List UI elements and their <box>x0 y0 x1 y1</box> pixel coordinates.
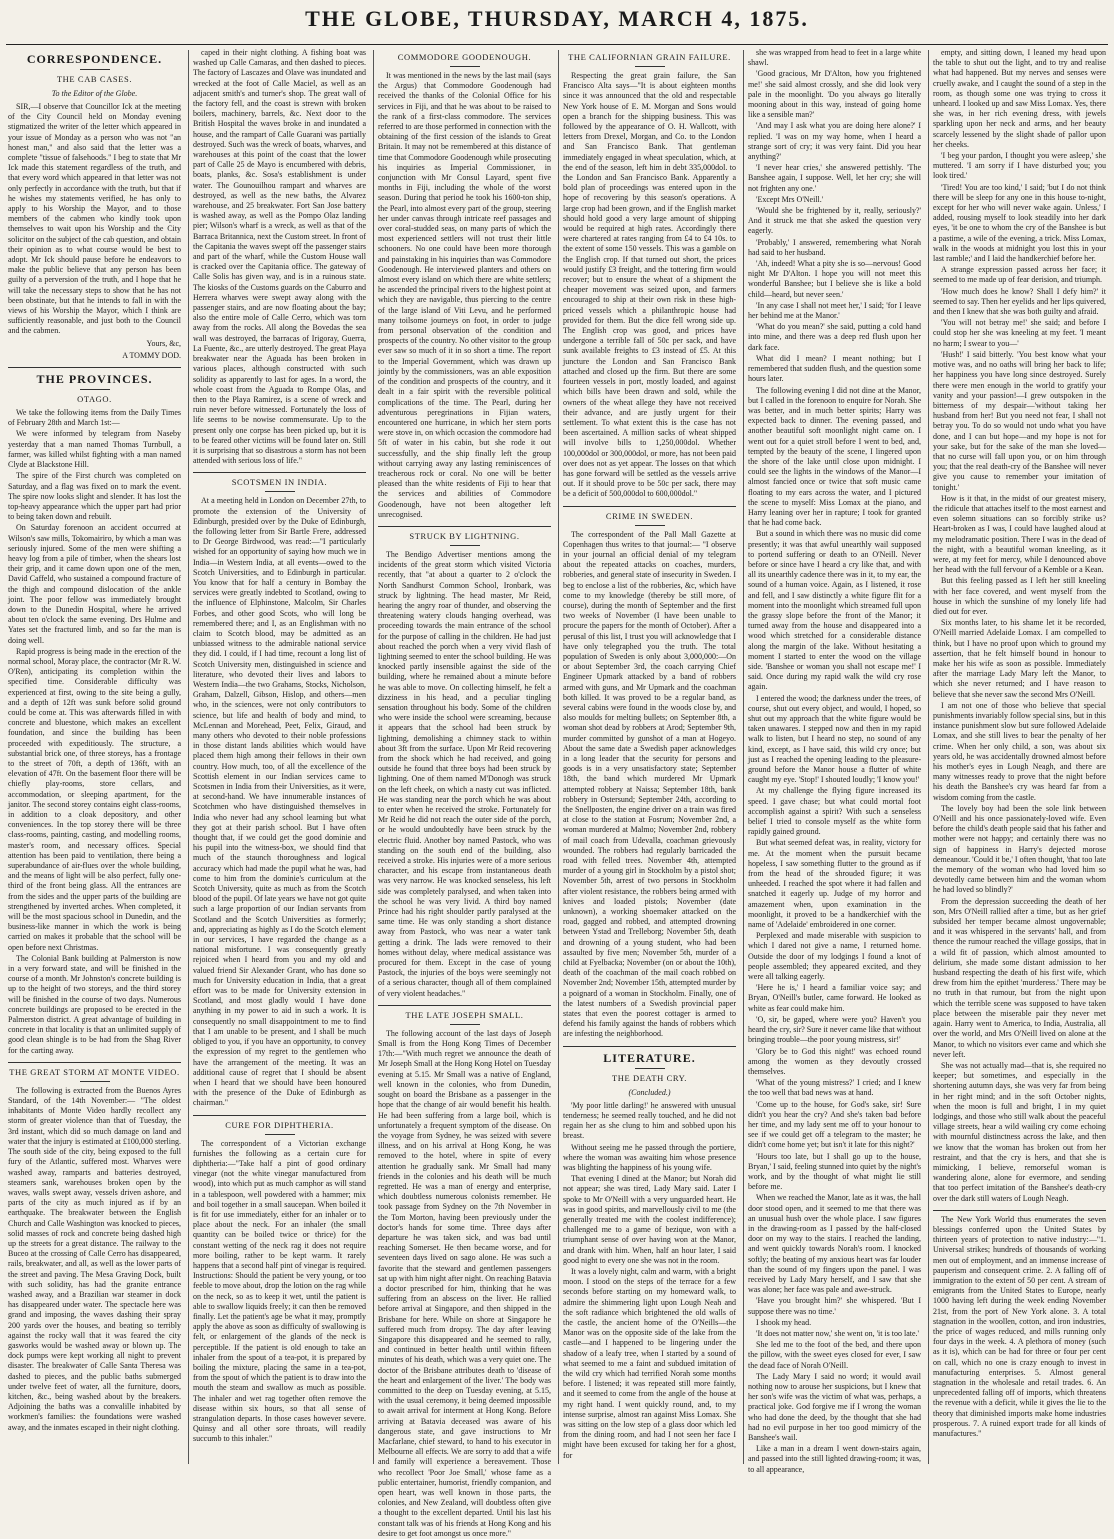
article-heading-scotsmen: SCOTSMEN IN INDIA. <box>231 477 328 488</box>
paragraph: The following evening I did not dine at the Manor, but I called in the forenoon to enquire for Norah. She was better, and in much better spirits; Harry was expected back to dinner. The evening passed, and another beautiful soft moonlight night came on. I went out for a quiet stroll before I went to bed, and, tempted by the beauty of the scene, I lingered upon the shore of the lake until close upon midnight. I could see the lights in the windows of the Manor—I almost fancied once or twice that soft music came floating to my ears across the water, and I pictured the scene to myself: Miss Lomax at the piano, and Harry leaning over her in rapture; I took for granted that he had come back. <box>748 385 921 528</box>
paragraph: empty, and sitting down, I leaned my head upon the table to shut out the light, and to try and realise what had happened. But my nerves and senses were cruelly awake, and I caught the sound of a step in the room, as though some one was trying to cross it unheard. I looked up and saw Miss Lomax. Yes, there she was, in her rich evening dress, with jewels sparkling upon her neck and arms, and her beauty scarcely lessened by the slight shade of pallor upon her cheeks. <box>933 48 1106 149</box>
column-6 <box>933 48 1106 1466</box>
paragraph: From the depression succeeding the death of her son, Mrs O'Neill rallied after a time, but as her grief subsided her temper became almost ungovernable; and it was whispered in the servants' hall, and from thence the rumour reached the village gossips, that in a wild fit of passion, which almost amounted to delirium, she made some distant admission to her husband respecting the death of his first wife, which drew from him the epithet 'murderess.' There may be no truth in that rumour, but from the night upon which the terrible scene was supposed to have taken place between the miserable pair they never met again. Harry went to America, to India, Australia, all over the world, and Mrs O'Neill lived on alone at the Manor, to which no visitors ever came and which she never left. <box>933 896 1106 1059</box>
paragraph: 'Except Mrs O'Neill.' <box>756 194 824 204</box>
paragraph: 'I never hear cries,' she answered pettishly. 'The Banshee again, I suppose. Well, let her cry; she will not frighten any one.' <box>748 163 921 193</box>
paragraph: I entered the wood; the darkness under the trees, of course, shut out every object, and would, I hoped, so shut out my approach that the white figure would be taken unawares. I stepped now and then in my rapid walk to listen, but I heard no step, no sound of any kind, except, as I have said, this wild cry once; but just as I reached the opening leading to the pleasure-ground before the Manor house a flutter of white caught my eye. 'Stop!' I shouted loudly; 'I know you!' <box>748 693 921 785</box>
divider <box>635 1068 665 1069</box>
paragraph: 'O, sir, be gaped, where were you? Haven't you heard the cry, sir? Sure it never came like that without bringing trouble—the poor young mistress, sir!' <box>748 1014 921 1045</box>
divider <box>193 1115 366 1116</box>
columns <box>8 48 1106 1538</box>
divider <box>80 69 110 70</box>
column-1 <box>8 48 181 1466</box>
paragraph: The spire of the First church was completed on Saturday, and a flag was fixed on to mark the event. The spire now looks slight and slender. It has lost the top-heavy appearance which the upper part had prior to being taken down and rebuilt. <box>8 471 181 522</box>
paragraph: SIR,—I observe that Councillor Ick at the meeting of the City Council held on Monday evening stigmatized the writer of the letter which appeared in your issue of Monday as a person who was not "an honest man," and also said that the letter was a complete "tissue of falsehoods." I beg to state that Mr Ick made this statement regardless of the truth, and that every word which appeared in that letter was not only perfectly in accordance with the truth, but that if he wishes my statements verified, he has only to apply to his Worship the Mayor, and to those members of the cabmen who kindly took upon themselves to wait upon his Worship and the City solicitor on the subject of the cab question, and obtain their opinion as to what course would be best to adopt. Mr Ick should pause before he endeavors to make the public believe that any person has been guilty of a perversion of the truth, and I hope that he will take the necessary steps to show that he has not been obstinate, but that he intends to fall in with the views of his Worship the Mayor, which I think are sufficiently reasonable, and just both to the Council and the cabmen. <box>8 102 181 336</box>
paragraph: 'Here he is,' I heard a familiar voice say; and Bryan, O'Neill's butler, came forward. He looked as white as fear could make him. <box>748 983 921 1013</box>
divider <box>635 525 665 526</box>
paragraph: What did I mean? I meant nothing; but I remembered that sudden flush, and the question some hours later. <box>748 353 921 384</box>
paragraph: The correspondent of the Pall Mall Gazette at Copenhagen thus writes to that journal:— "I observe in your journal an official denial of my telegram about the repeated attacks on coaches, murders, robberies, and general state of insecurity in Sweden. I beg to enclose a list of the robberies, &c, which have come to my knowledge (thereby be still more, of course), during the month of September and the first two weeks of November (I have been unable to procure the papers for the month of October). After a perusal of this list, I trust you will acknowledge that I have only telegraphed you the truth. The total population of Sweden is only about 3,000,000:—On or about September 3rd, the coach carrying Chief Engineer Upmark attacked by a band of robbers armed with guns, and Mr Upmark and the coachman both killed. It was proved to be a regular band, as several cabins were found in the woods close by, and also moulds for melting bullets; on September 8th, a woman shot dead by robbers at Arod; September 9th, murder committed by gunshot of a man at Hogeyo. About the same date a Swedish paper acknowledges in a long leader that the security for persons and goods is in a very unsatisfactory state; September 18th, the band which murdered Mr Upmark attempted robbery at Naissa; September 18th, bank robbery in Ostersund; September 24th, according to the Snellposten, the engine driver on a train was fired at close to the station at Fosrum; November 2nd, a woman murdered at Malmo; November 2nd, robbery of mail coach from Udevalla, coachman grievously wounded. The robbers had regularly barricaded the road with felled trees. November 4th, attempted murder of a young girl in Stockholm by a pistol shot; November 5th, arrest of two persons in Stockholm after violent resistance, the robbers being armed with knives and loaded pistols; November (date unknown), a working shoemaker attacked on the road, gagged and robbed, and attempted drowning between Ystad and Trelleborg; November 5th, death and drowning of a young student, who had been assaulted by five men; November 5th, murder of a child at Fyelbacka; November (on or about the 10th), death of the coachman of the mail coach robbed on November 2nd; November 15th, attempted murder by a poignard of a woman in Stockholm. Finally, one of the latest numbers of a Swedish provincial paper states that even the poorest cottager is armed to defend his family against the hands of robbers which are infesting the neighborhood. <box>563 529 736 1039</box>
paragraph: The correspondent of a Victorian exchange furnishes the following as a certain cure for diphtheria:—"Take half a pint of good ordinary vinegar (not the white vinegar manufactured from wood), into which put as much camphor as will stand in a tablespoon, well powdered with a hammer; mix and boil together in a small saucepan. When boiled it is fit for use immediately, either for an inhaler or to place about the neck. For an inhaler (the small quantity can be boiled twice or thrice) for the constant wetting of the neck rag it does not require more boiling, rather to be kept warm. It rarely happens that a second half pint of vinegar is required. Instructions: Should the patient be very young, or too feeble to move about, drop the lotion on the rag while on the neck, so as to keep it wet, until the patient is able to swallow liquids freely; it can then be removed finally. Let the patient's age be what it may, promptly apply the above as soon as difficulty of swallowing is felt, or enlargement of the glands of the neck is perceptible. If the patient is old enough to take an inhaler from the spout of a tea-pot, it is prepared by boiling the mixture, placing the same in a tea-pot, from the spout of which the patient is to draw into the mouth the steam and swallow as much as possible. The inhaler and wet rag together often remove the disease within six hours, so that all sense of strangulation departs. In those cases however severe. Quinsy and all other sore throats, will readily succumb to this inhaler." <box>193 1138 366 1444</box>
paragraph: Six months later, to his shame let it be recorded, O'Neill married Adelaide Lomax. I am compelled to think, but I have no proof upon which to ground my assertion, that he felt himself bound in honour to make her his wife as soon as possible. Immediately after the marriage Lady Mary left the Manor, to which she never returned; and I have reason to believe that she never saw the second Mrs O'Neill. <box>933 618 1106 699</box>
masthead: THE GLOBE, THURSDAY, MARCH 4, 1875. <box>305 6 809 31</box>
article-heading-diphtheria: CURE FOR DIPHTHERIA. <box>225 1119 334 1130</box>
paragraph: 'You will not betray me!' she said; and before I could stop her she was kneeling at my feet. 'I meant no harm; I swear to you—' <box>933 318 1106 348</box>
paragraph: 'Hours too late, but I shall go up to the house, Bryan,' I said, feeling stunned into quiet by the night's work, and by the thought of what might lie still before me. <box>748 1151 921 1192</box>
paragraph: I am not one of those who believe that special punishments invariably follow special sins, but in this instance punishment slow but sure followed Adelaide Lomax, and she still lives to bear the penalty of her crime. When her only child, a son, was about six years old, he was accidentally drowned almost before his mother's eyes in Lough Neagh, and there are many witnesses ready to prove that the night before his death the Banshee's cry was heard far from a wisdom coming from the castle. <box>933 700 1106 802</box>
paragraph: But a sound in which there was no music did come presently; it was that awful unearthly wail supposed to portend suffering or death to an O'Neill. Never before or since have I heard a cry like that, and with all its unearthly cadence there was in it, to my ear, the sound of a human voice. Again, as I listened, it rose and fell, and I saw distinctly a white figure flit for a moment into the moonlight which streamed full upon the grassy slope before the front of the Manor; it turned away from the house and disappeared into a wood which stretched for a considerable distance along the margin of the lake. Without hesitating a moment I started to enter the wood on the village side. 'Banshee or woman you shall not escape me!' I said. Once during my rapid walk the wild cry rose again. <box>748 529 921 692</box>
paragraph: 'Have you brought him?' she whispered. 'But I suppose there was no time.' <box>748 1296 921 1316</box>
paragraph: The Bendigo Advertiser mentions among the incidents of the great storm which visited Victoria recently, that "at about a quarter to 2 o'clock the North Sandhurst Common School, Ironbark, was struck by lightning. The head master, Mr Reid, hearing the angry roar of thunder, and observing the threatening watery clouds hanging overhead, was proceeding towards the main entrance of the school for the purpose of calling in the children. He had just about reached the porch when a very vivid flash of lightning seemed to enter the school building. He was knocked partly insensible against the side of the building, where he remained about a minute before he was able to move. On collecting himself, he felt a dizziness in his head, and a peculiar tingling sensation throughout his body. Some of the children who were inside the school were screaming, because it appears that the school had been struck by lightning, demolishing a chimney stack to within about 3ft from the surface. Upon Mr Reid recovering from the shock which he had received, and going outside he found that three boys had been struck by lightning. One of them named M'Donogh was struck on the left cheek, on which a nasty cut was inflicted. He was standing near the porch which he was about to enter when he received the stroke. Fortunately for Mr Reid he did not reach the outer side of the porch, or he would undoubtedly have been struck by the electric fluid. Another boy named Pastock, who was standing on the south end of the building, also received a stroke. His injuries were of a more serious character, and his escape from instantaneous death was very narrow. He was knocked senseless, his left side was completely paralysed, and when taken into the school he was very livid. A third boy named Prince had his right shoulder partly paralysed at the same time. He was only standing a short distance away from Pastock, who was near a water tank getting a drink. The lads were removed to their homes without delay, where medical assistance was procured for them. Except in the case of young Pastock, the injuries of the boys were seemingly not of a serious character, though all of them complained of very violent headaches." <box>378 549 551 998</box>
paragraph: 'Good gracious, Mr D'Alton, how you frightened me!' she said almost crossly, and she did look very pale in the moonlight. 'Do you always go literally mooning about in this way, instead of going home like a sensible man?' <box>748 69 921 120</box>
divider <box>450 1024 480 1025</box>
article-heading-cab-cases: THE CAB CASES. <box>56 74 133 84</box>
divider <box>80 1081 110 1082</box>
divider <box>635 66 665 67</box>
divider <box>378 1005 551 1006</box>
paragraph: Respecting the great grain failure, the San Francisco Alta says—"It is about eighteen months since it was announced that the old and respectable New York house of E. M. Morgan and Sons would open a branch for the shipping business. This was followed by the appearance of O. H. Wallcott, with letters from Drexel, Morgan, and Co. to the London and San Francisco Bank. That gentleman immediately engaged in wheat speculation, which, at the end of the season, left him in debt 335,000dol. to the London and San Francisco Bank. Apparently a bold plan of proceedings was entered upon in the hope of recovering by this season's operations. A large crop had been grown, and if the English market should hold good a very large amount of shipping would be required at high rates. Accordingly there were chartered at rates ranging from £4 to £4 10s. to the extent of some 150 vessels. This was a gamble on the English crop. If that turned out short, the prices would justify £3 freight, and the tottering firm would recover; but to ensure the wheat of a shipment the cheaper movement was seized upon, and farmers encouraged to ship at their own risk in these high-priced vessels which a philanthropic house had provided for them. But the dice fell wrong side up. The English crop was good, and prices have undergone a terrible fall of 50c per sack, and have sunk available freights to £3 instead of £5. At this juncture the London and San Francisco Bank attached and closed up the firm. But there are some fourteen vessels in port, mostly loaded, and against which bills have been drawn and sold, while the owners of the wheat allege they have not received their advance, and are justly urgent for their settlement. To what extent this is the case has not been ascertained. A million sacks of wheat shipped will involve bills to 1,250,000dol. Whether 100,000dol or 300,000dol, or more, has not been paid over does not as yet appear. The losses on that which has gone forward will be settled as the vessels arrive out. If it should prove to be 50c per sack, there may be a deficit of 500,000dol to 600,000dol." <box>563 71 736 499</box>
article-heading-commodore: COMMODORE GOODENOUGH. <box>397 52 532 62</box>
column-2 <box>193 48 366 1466</box>
salutation: To the Editor of the Globe. <box>51 89 138 98</box>
paragraph: 'Tired! You are too kind,' I said; 'but I do not think there will be sleep for any one in this house to-night, except for her who will never wake again. Unless,' I added, rousing myself to look steadily into her dark eyes, 'it be one to whom the cry of the Banshee is but a pastime, a wile of the evening, a trick. Miss Lomax, walk in the woods at midnight you lost this in your last ramble;' and I laid the handkerchief before her. <box>933 182 1106 264</box>
paragraph: The New York World thus enumerates the seven blessings conferred upon the United States by thirteen years of protection to native industry:—"1. Universal strikes; hundreds of thousands of working men out of employment, and an immense increase of pauperism and consequent crime. 2. A falling off of immigration to the extent of 50 per cent. A stream of emigrants from the United States to Europe, nearly 1000 having left during the week ending November 21st, from the port of New York alone. 3. A total stagnation in the woollen, cotton, and iron industries, the price of wages reduced, and mills running only four days in the week. 4. A plethora of money (such as it is), which can be had for three or four per cent on call, which no one is crazy enough to invest in manufacturing enterprises. 5. Almost general stagnation in the wholesale and retail trades. 6. An unprecedented falling off of imports, which threatens the revenue with a deficit, while it gives the lie to the theory that diminished imports make home industries prosperous. 7. A ruined export trade for all kinds of manufactures." <box>933 1214 1106 1439</box>
paragraph: 'And may I ask what you are doing here alone?' I replied. 'I was on my way home, when I heard a strange sort of cry; it was very faint. Did you hear anything?' <box>748 121 921 162</box>
paragraph: 'It does not matter now,' she went on, 'it is too late.' <box>756 1328 919 1338</box>
paragraph: 'Ah, indeed! What a pity she is so—nervous! Good night Mr D'Alton. I hope you will not meet this wonderful Banshee; but I believe she is like a bold child—heard, but never seen.' <box>748 259 921 299</box>
divider <box>378 526 551 527</box>
column-rule <box>188 50 189 1464</box>
section-heading-provinces: THE PROVINCES. <box>36 372 153 387</box>
column-rule <box>558 50 559 1464</box>
concluded-note: (Concluded.) <box>628 1087 671 1097</box>
paragraph: 'How much does he know? Shall I defy him?' it seemed to say. Then her eyelids and her lips quivered, and then I knew that she was both guilty and afraid. <box>933 286 1106 317</box>
divider <box>563 1046 736 1047</box>
divider <box>563 506 736 507</box>
paragraph: At a meeting held in London on December 27th, to promote the extension of the University of Edinburgh, presided over by the Duke of Edinburgh, the following letter from Sir Bartle Frere, addressed to Dr George Birdwood, was read:—"I particularly wished for an opportunity of saying how much we in India—in Western India, at all events—owed to the Scotch Universities, and to Edinburgh in particular. You know that for half a century in Bombay the services were greatly indebted to Scotland, owing to the influence of Elphinstone, Malcolm, Sir Charles Forbes, and other good Scots, who will long be remembered there; and I, as an Englishman with no claim to Scotch blood, may be admitted as an unbiassed witness to the admirable national service they did. I could, if I had time, recount a long list of Scotch University men, distinguished in science and literature, who devoted their lives and labors to Western India—the two Grahams, Stocks, Nicholson, Graham, Dalzell, Gibson, Hislop, and others—men who, in the sciences, were not only contributors to science, but life and health of body and mind, to McLennan and Morehead, Peet, Felix, Giraud, and many others who devoted to their noble professions in those distant lands abilities which would have placed them high among their fellows in their own country. How much, too, of all the excellence of the Scottish element in our Indian services came to Scotsmen in India from their Universities, as it were, at second-hand. We have innumerable instances of Scotchmen who have distinguished themselves in India who never had any school learning but what they got at their parish school. But I have often thought that, if we could get the good dominie and his pupil into the witness-box, we should find that much of the staunch thoroughness and logical accuracy which had made the pupil what he was, had come to him from the dominie's curriculum at the Scotch University, quite as much as from the Scotch blood of the pupil. Of late years we have not got quite such a large proportion of our Indian servants from Scotland and the Scotch Universities as formerly; and, appreciating as highly as I do the Scotch element in our services, I have regarded the change as a national misfortune. I was consequently greatly rejoiced when I heard from you and my old and valued friend Sir Alexander Grant, who has done so much for University education in India, that a great effort was to be made for University extension in Scotland, and most gladly would I have done anything in my power to aid in such a work. It is consequently no small disappointment to me to find that I am unable to be present, and I shall be much obliged to you, if you have an opportunity, to convey the expression of my regret to the gentlemen who have the arrangement of the meeting. It was an additional cause of regret that I should be absent when I heard that we should have been honoured with the presence of the Duke of Edinburgh as chairman." <box>193 496 366 1108</box>
divider <box>450 66 480 67</box>
paragraph: But what seemed defeat was, in reality, victory for me. At the moment when the pursuit became hopeless, I saw something flutter to the ground as if from the head of the shrouded figure; it was unheeded. I reached the spot where it had fallen and snatched it eagerly up. Judge of my horror and amazement when, upon examination in the moonlight, it proved to be a handkerchief with the name of 'Adelaide' embroidered in one corner. <box>748 838 921 930</box>
paragraph: 'My poor little darling!' he answered with unusual tenderness; he seemed really touched, and he did not regain her as she clung to him and sobbed upon his breast. <box>563 1100 736 1141</box>
paragraph: We were informed by telegram from Naseby yesterday that a man named Thomas Turnbull, a farmer, was killed whilst fighting with a man named Clyde at Blackstone Hill. <box>8 429 181 470</box>
divider <box>193 472 366 473</box>
paragraph: But this feeling passed as I left her still kneeling with her face covered, and went myself from the house in which the sunshine of my lonely life had died out for ever. <box>933 576 1106 616</box>
paragraph: The following is extracted from the Buenos Ayres Standard, of the 14th November:— "The oldest inhabitants of Monte Video hardly recollect any storm of greater violence than that of Tuesday, the 3rd instant, which did so much damage on land and water that the injury is estimated at £100,000 sterling. The south side of the city, being exposed to the full fury of the Atlantic, suffered most. Wharves were washed away, ramparts and batteries destroyed, steamers sank, warehouses broken open by the waves, walls swept away, vessels driven ashore, and parts of the city as much injured as if by an earthquake. The breakwater between the English Church and Calle Washington was knocked to pieces, solid masses of rock and concrete being dashed high up the streets for a great distance. The railway to the Buceo at the crossing of Calle Cerro has disappeared, rails, breakwater, and all, as well as the lower parts of the street and paving. The Mesa Graving Dock, built with such solidity, has had the granite entrance washed away, and a Brazilian war steamer in dock has disappeared under water. The spectacle here was grand and imposing, the waves dashing their spray 200 yards over the houses, and beating so terribly against the rocky wall that it was feared the city gasworks would be washed away or blown up. The dock pumps were kept working all night to prevent disaster. The breakwater of Calle Santa Theresa was dashed to pieces, and the public baths submerged under twelve feet of water, all the furniture, doors, kitchen, &c., being washed about by the breakers. Adjoining the baths was a convalille inhabited by workmen's families: the foundations were washed away, and the inmates escaped in their night clothing. <box>8 1085 181 1432</box>
paragraph: I shook my head. <box>756 1317 812 1327</box>
letter-signature: A TOMMY DOD. <box>122 350 181 360</box>
article-heading-death-cry: THE DEATH CRY. <box>611 1072 688 1083</box>
divider <box>8 1062 181 1063</box>
column-rule <box>743 50 744 1464</box>
paragraph: Like a man in a dream I went down-stairs again, and passed into the still lighted drawing-room; it was, to all appearance, <box>748 1444 921 1474</box>
section-heading-literature: LITERATURE. <box>603 1050 696 1065</box>
column-rule <box>928 50 929 1464</box>
paragraph: The Colonial Bank building at Palmerston is now in a very forward state, and will be finished in the course of a month. Mr Johnston's concrete building is up to the height of two storeys, and the third storey will be finished in the course of two days. Numerous concrete buildings are proposed to be erected in the Palmerston district. A great advantage of building in concrete in that locality is that an unlimited supply of good clean shingle is to be had from the Shag River for the carting away. <box>8 953 181 1055</box>
column-rule <box>373 50 374 1464</box>
divider <box>265 491 295 492</box>
paragraph: At my challenge the flying figure increased its speed. I gave chase; but what could mortal foot accomplish against a spirit? With such a senseless belief I tried to console myself as the white form rapidly gained ground. <box>748 786 921 837</box>
article-heading-lightning: STRUCK BY LIGHTNING. <box>409 530 520 541</box>
paragraph: caped in their night clothing. A fishing boat was washed up Calle Camaras, and then dashed to pieces. The factory of Lascazes and Olave was inundated and wrecked at the foot of Calle Maciel, as well as an adjacent smith's and turner's shop. The great wall of the factory fell, and the coast is strewn with broken boilers, machinery, barrels, &c. Next door to the British Hospital the waves broke in and inundated a house, and the rampart of Calle Guarani was partially destroyed. Such was the wreck of boats, wharves, and warehouses at this point of the coast that the lower part of Calle 25 de Mayo is encumbered with debris, boats, planks, &c. Sosa's establishment is under water. The Gounouilhou rampart and wharves are destroyed, as well as the new baths, the Alvarez warehouse, and 25 breakwater. Fort San Jose battery is washed away, as well as the Pompo Olaz landing pier; Wilson's wharf is a wreck, as well as that of the Barraca Britannica, next the Custom street. In front of the Capitania the waves swept off the passenger stairs and part of the wharf, while the Custom House wall is cracked over the Capitania office. The gateway of Calle Solis has given way, and is in a ruinous state. The kiosks of the Customs guards on the Caburro and Herrera wharves were swept away along with the passenger stairs, and are now floating about the bay; also the entire mole of Calle Cerro, which was torn away from the rocks. All along the Bovedas the sea wall was destroyed, the barracas of Irigoray, Guerra, La Fuente, &c., are utterly destroyed. The great Playa breakwater near the Aguada has been broken in various places, although constructed with such solidity as apparently to last for ages. In a word, the whole coast from the Aguada to Rompe Olas, and then to the Playa Ramirez, is a scene of wreck and ruin never before witnessed. Fortunately the loss of life seems to be nowise commensurate. Up to the present only one corpse has been picked up, but it is to be feared other victims will be found later on. Still it is surprising that so disastrous a storm has not been attended with serious loss of life." <box>193 48 366 466</box>
paragraph: The following account of the last days of Joseph Small is from the Hong Kong Times of December 17th:—"With much regret we announce the death of Mr Joseph Small at the Hong Kong Hotel on Tuesday evening at 5.15. Mr Small was a native of England, well known in the colonies, who from Dunedin, sought on board the Brisbane as a passenger in the hope that the change of air would benefit his health. He had been suffering from a large boil, which is unfortunately a frequent symptom of the disease. On the voyage from Sydney, he was seized with severe illness, and on his arrival at Hong Kong, he was removed to the hotel, where in spite of every attention he gradually sank. Mr Small had many friends in the colonies and his death will be much regretted. He was a man of energy and enterprise, which doubtless numerous colonists remember. He took passage from Sydney on the 7th November in the Tom Morton, having been previously under the doctor's hands for some time. Three days after departure he was taken sick, and was bad until reaching Somerset. He then became worse, and for seventeen days lived on sago alone. He was such a favorite that the steward and gentlemen passengers sat up with him night after night. On reaching Batavia a doctor prescribed for him, thinking that he was suffering from an abscess on the liver. He rallied before arrival at Singapore, and then shipped in the Brisbane for here. While on shore at Singapore he suffered much from dropsy. The day after leaving Singapore this disappeared and he seemed to rally, and continued in better health until within fifteen minutes of his death, which was a very quiet one. The doctor of the Brisbane attributes death to 'disease of the heart and enlargement of the liver.' The body was committed to the deep on Tuesday evening, at 5.15, with the usual ceremony, it being deemed impossible to await arrival for interment at Hong Kong. Before arriving at Batavia deceased was aware of his dangerous state, and gave instructions to Mr Macfarlane, chief steward, to hand to his executor in Melbourne all effects. We are sorry to add that a wife and family will experience a bereavement. Those who recollect 'Poor Joe Small,' whose fame as a public entertainer, humorist, friendly companion, and open heart, was well known in those parts, the colonies, and New Zealand, will doubtless often give a thought to the excellent departed. Until his last his constant talk was of his friends at Hong Kong and his desire to get foot amongst us once more." <box>378 1028 551 1538</box>
paragraph: 'Glory be to God this night!' was echoed round among the women as they devoutly crossed themselves. <box>748 1046 921 1076</box>
paragraph: It was mentioned in the news by the last mail (says the Argus) that Commodore Goodenough had received the thanks of the Colonial Office for his services in Fiji, and that he was about to be raised to the rank of a first-class commodore. The services referred to are those performed in connection with the obtaining of the first cession of the islands to Great Britain. It may not be remembered at this distance of time that Commodore Goodenough while prosecuting his inquiries as Imperial Commissioner, in conjunction with Mr Consul Layard, spent five months in Fiji, including the whole of the worst season. During that period he took his 1600-ton ship, the Pearl, into almost every part of the group, steering her under canvas through intricate reef passages and over coral-studded seas, on many parts of which the most experienced settlers will not trust their little schooners. No one could have been more thorough and painstaking in his inquiries than was Commodore Goodenough. He interviewed planters and others on almost every island on which there are white settlers; he ascended the principal rivers to the highest point at which they are navigable, thus piercing to the centre of the large island of Viti Levu, and he performed many toilsome journeys on foot, in order to judge from personal observation of the condition and prospects of the country. No other visitor to the group ever saw so much of it in so short a time. The report to the Imperial Government, which was drawn up jointly by the commissioners, was an able exposition of the condition and prospects of the country, and it dealt in a fair spirit with the reversible political complications of the time. The Pearl, during her adventurous peregrinations in Fijian waters, encountered one hurricane, in which her stern ports were stove in, on which occasion the commodore had 5ft of water in his cabin, but she rode it out successfully, and the ship finally left the group without carrying away any lasting reminiscences of treacherous rock or coral. No one will be better pleased than the white residents of Fiji to hear that the services and abilities of Commodore Goodenough, have not been altogether left unrecognised. <box>378 71 551 519</box>
divider <box>450 545 480 546</box>
paragraph: On Saturday forenoon an accident occurred at Wilson's saw mills, Tokomairiro, by which a man was seriously injured. Some of the men were shifting a heavy log from a pile of timber, when the shears lost their grip, and it came down upon one of the men, David Caffeld, who sustained a compound fracture of the thigh and compound dislocation of the ankle joint. The poor fellow was immediately brought down to the Dunedin Hospital, where he arrived about ten o'clock the same evening. Drs Hulme and Yates set the fractured limb, and so far the man is doing well. <box>8 523 181 645</box>
paragraph: she was wrapped from head to feet in a large white shawl. <box>748 48 921 68</box>
paragraph: 'Hush!' I said bitterly. 'You best know what your motive was, and no oaths will bring her back to life; her happiness you have long since destroyed. Surely there were men enough in the world to gratify your vanity and your passion!—I grew outspoken in the bitterness of my despair—'without taking her husband from her! But you need not fear, I shall not betray you. To do so would not undo what you have done, and I can but hope—and my hope is not for your sake, but for the sake of the man she loved—that no curse will fall upon you, or on him through you; that the real death-cry of the Banshee will never give you cause to remember your imitation of tonight.' <box>933 349 1106 492</box>
paragraph: It was a lovely night, calm and warm, with a bright moon. I stood on the steps of the terrace for a few seconds before starting on my homeward walk, to admire the shimmering light upon Lough Neah and the soft radiance which brightened the old walls of the castle, the ancient home of the O'Neills—the Manor was on the opposite side of the lake from the castle—and I happened to be lingering under the shadow of a leafy tree, when I started by a sound of what seemed to me a faint and subdued imitation of the wild cry which had terrified Norah some months before. I listened; it was repeated still more faintly, and it seemed to come from the angle of the house at my right hand. I went quickly round, and, to my intense surprise, almost ran against Miss Lomax. She was sitting on the low step of a glass door which led from the dining room, and had I not seen her face I might have been excused for taking her for a ghost, for <box>563 1266 736 1460</box>
article-heading-joseph-small: THE LATE JOSEPH SMALL. <box>405 1009 524 1020</box>
article-heading-otago: OTAGO. <box>77 394 112 405</box>
paragraph: 'Come up to the house, for God's sake, sir! Sure didn't you hear the cry? And she's taken bad before her time, and my lady sent me off to your honour to see if we could get off a telegram to the master; he didn't come home yet; but isn't it late for this night?' <box>748 1099 921 1150</box>
column-4 <box>563 48 736 1466</box>
divider <box>80 389 110 390</box>
paragraph: A strange expression passed across her face; it seemed to me made up of fear derision, and triumph. <box>933 265 1106 285</box>
paragraph: The Lady Mary I said no word; it would avail nothing now to arouse her suspicions, but I knew that her son's wife was the victim of what was, perhaps, a practical joke. God forgive me if I wrong the woman who had done the deed, by the thought that she had had no evil purpose in her too good mimicry of the Banshee's wail. <box>748 1371 921 1443</box>
paragraph: Rapid progress is being made in the erection of the normal school, Moray place, the contractor (Mr R. W. O'Ren), anticipating its completion within the specified time. Considerable difficulty was experienced at first, owing to the site being a gully, and a depth of 12ft was sunk before solid ground could be come at. This was afterwards filled in with concrete and bluestone, which makes an excellent foundation, and since the building has been proceeded with expeditiously. The structure, a substantial brick one, of three storeys, has a frontage to the street of 70ft, a depth of 136ft, with an elevation of 47ft. On the basement floor there will be chiefly play-rooms, store cellars, and accommodation, or sleeping apartment, for the janitor. The second storey contains eight class-rooms, in addition to a cloak depository, and other conveniences. In the top storey there will be three class-rooms, painting, casting, and modelling rooms, master's room, and necessary offices. Special attention has been paid to ventilation, there being a superabundance of air-flues over the whole building, and the means of light will be also perfect, fully one-third of the front being glass. All the entrances are from the sides and the upper parts of the building are strengthened by inverted arches. When completed, it will be the most spacious school in Dunedin, and the business-like manner in which the work is being carried on makes it probable that the school will be open before next Christmas. <box>8 646 181 952</box>
paragraph: 'What do you mean?' she said, putting a cold hand into mine, and there was a deep red flush upon her dark face. <box>748 322 921 352</box>
article-heading-great-storm: THE GREAT STORM AT MONTE VIDEO. <box>9 1066 180 1077</box>
section-heading-correspondence: CORRESPONDENCE. <box>26 52 163 66</box>
paragraph: Without seeing me he passed through the portiere, where the woman was awaiting him whose presence was blighting the happiness of his young wife. <box>563 1142 736 1172</box>
paragraph: 'Probably,' I answered, remembering what Norah had said to her husband. <box>748 237 921 257</box>
paragraph: When we reached the Manor, late as it was, the hall door stood open, and it seemed to me that there was an unusual hush over the whole place. I saw figures in the drawing-room as I passed by the half-closed door on my way to the stairs. I reached the landing, and went quickly towards Norah's room. I knocked softly; the beating of my anxious heart was far louder than the sound of my fingers upon the panel. I was received by Lady Mary herself, and I saw that she was alone; her face was pale and awe-struck. <box>748 1193 921 1295</box>
paragraph: That evening I dined at the Manor; but Norah did not appear; she was tired, Lady Mary said. Later I spoke to Mr O'Neill with a very unguarded heart. He was in good spirits, and marvellously civil to me (the generally treated me with the coolest indifference); challenged me to a game of bezique, won with a triumphant sense of over having won at the Manor, and drank with him. When, half an hour later, I said good night to every one she was not in the room. <box>563 1174 736 1265</box>
paragraph: She led me to the foot of the bed, and there upon the pillow, with the sweet eyes closed for ever, I saw the dead face of Norah O'Neill. <box>748 1340 921 1370</box>
paragraph: She was not actually mad—that is, she required no keeper; but sometimes, and especially in the shortening autumn days, she was very far from being in her right mind; and in the soft October nights, when the moon is full and bright, I in my quiet lodgings, and those who still walk about the peaceful village streets, hear a wild wailing cry come echoing with mournful distinctness across the lake, and then we know that the woman has broken out from her restraint, and that the cry is hers, and that she is mimicking, I believe, remorseful woman is wandering alone, alone for evermore, and sending that too perfect imitation of the Banshee's death-cry over the dark still waters of Lough Neagh. <box>933 1060 1106 1203</box>
article-heading-grain-failure: THE CALIFORNIAN GRAIN FAILURE. <box>568 52 731 62</box>
paragraph: We take the following items from the Daily Times of February 28th and March 1st:— <box>8 408 181 428</box>
paragraph: 'In any case I shall not meet her,' I said; 'for I leave her behind me at the Manor.' <box>748 300 921 321</box>
column-3 <box>378 48 551 1538</box>
article-heading-crime-sweden: CRIME IN SWEDEN. <box>605 510 694 521</box>
paragraph: 'What of the young mistress?' I cried; and I knew the too well that bad news was at hand. <box>748 1078 921 1098</box>
column-5 <box>748 48 921 1474</box>
paragraph: The lovely boy had been the sole link between O'Neill and his once passionately-loved wife. Even before the child's death people said that his father and mother were not happy; and certainly there was no sign of happiness in Harry's dejected morose demeanour. 'Could it be,' I often thought, 'that too late the memory of the woman who had loved him so devotedly came between him and the woman whom he had loved so blindly?' <box>933 803 1106 895</box>
masthead-rule <box>6 44 1108 45</box>
paragraph: 'I beg your pardon, I thought you were asleep,' she muttered. 'I am sorry if I have disturbed you; you look tired.' <box>933 151 1106 181</box>
letter-closing: Yours, &c, <box>146 338 181 348</box>
divider <box>265 1134 295 1135</box>
paragraph: Perplexed and made miserable with suspicion to which I dared not give a name, I returned home. Outside the door of my lodgings I found a knot of people assembled; they appeared excited, and they were all talking eagerly. <box>748 931 921 982</box>
divider <box>8 367 181 368</box>
divider <box>933 1210 1106 1211</box>
paragraph: 'Would she be frightened by it, really, seriously?' And it struck me that she asked the question very eagerly. <box>748 206 921 236</box>
paragraph: How is it that, in the midst of our greatest misery, the ridicule that attaches itself to the most earnest and even solemn situations can so forcibly strike us? Heart-broken as I was, I could have laughed aloud at my melodramatic position. There I was in the dead of the night, with a beautiful woman kneeling, as it were, at my feet for mercy, while I denounced above her head with the full fervour of a Kemble or a Kean. <box>933 493 1106 575</box>
